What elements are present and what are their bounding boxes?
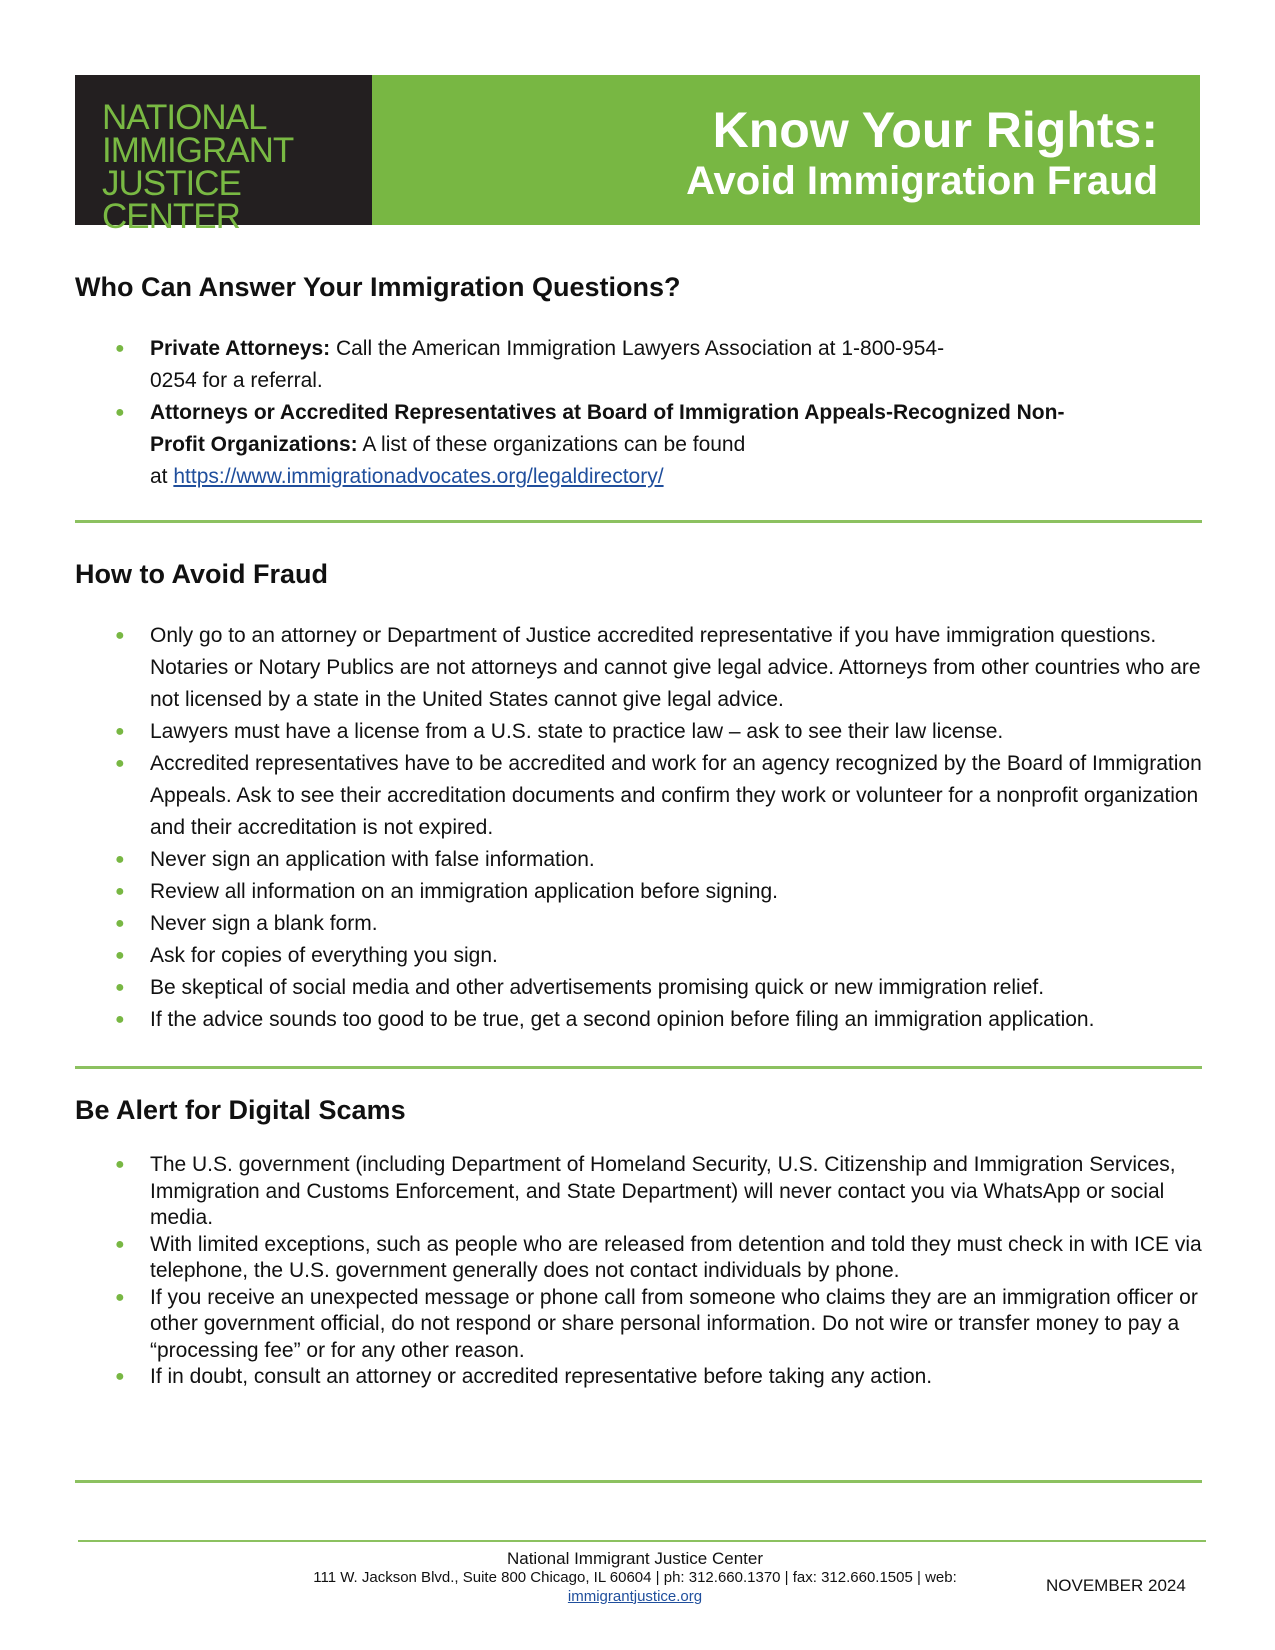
list-item — [110, 1152, 1205, 1232]
item-label: Private Attorneys: — [150, 337, 331, 360]
logo-text: NATIONAL IMMIGRANT JUSTICE CENTER — [102, 98, 294, 236]
item-text: Accredited representatives have to be accredited and work for an agency recognized by the Board of Immigration Appeals. Ask to see their accreditation documents and confirm they work or volunteer for a nonprofit organization and their accreditation is not expired. — [150, 752, 1202, 839]
list-item — [110, 1285, 1205, 1365]
list-item — [110, 397, 1205, 493]
section-title-avoid-fraud: How to Avoid Fraud — [75, 559, 328, 589]
item-text: Only go to an attorney or Department of Justice accredited representative if you have immigration questions. Notaries or Notary Publics are not attorneys and cannot give legal advice. Attorneys from other countries who are not licensed by a state in the United States cannot give legal advice. — [150, 624, 1201, 711]
list-item — [110, 908, 1205, 940]
footer-org-name: National Immigrant Justice Center — [506, 1549, 764, 1568]
footer-divider — [78, 1540, 1206, 1542]
legal-directory-link[interactable]: https://www.immigrationadvocates.org/legaldirectory/ — [173, 465, 664, 488]
section-divider — [75, 1066, 1202, 1069]
bullet-icon: ● — [115, 627, 125, 644]
list-item — [110, 748, 1205, 844]
footer — [240, 1549, 1030, 1606]
section-title-who-can-answer: Who Can Answer Your Immigration Questions? — [75, 272, 681, 302]
list-item — [110, 940, 1205, 972]
page-title: Know Your Rights: — [712, 102, 1158, 158]
item-label: Attorneys or Accredited Representatives at Board of Immigration Appeals-Recognized Non- — [150, 401, 1065, 424]
footer-website-link[interactable]: immigrantjustice.org — [567, 1588, 703, 1605]
bullet-icon: ● — [115, 1235, 125, 1253]
digital-scams-list — [110, 1152, 1205, 1391]
header-banner — [75, 75, 1200, 236]
item-text: Ask for copies of everything you sign. — [150, 944, 498, 967]
bullet-icon: ● — [115, 851, 125, 868]
list-item — [110, 1364, 1205, 1391]
list-item — [110, 1232, 1205, 1285]
bullet-icon: ● — [115, 755, 125, 772]
bullet-icon: ● — [115, 723, 125, 740]
avoid-fraud-list — [110, 620, 1205, 1036]
section-divider — [75, 520, 1202, 523]
section-title-digital-scams: Be Alert for Digital Scams — [75, 1095, 406, 1125]
bullet-icon: ● — [115, 340, 125, 357]
list-item — [110, 716, 1205, 748]
item-text: The U.S. government (including Department of Homeland Security, U.S. Citizenship and Immigration Services, Immigration and Customs Enforcement, and State Department) will never contact you via WhatsApp or social media. — [150, 1153, 1176, 1229]
bullet-icon: ● — [115, 883, 125, 900]
item-text: If the advice sounds too good to be true, get a second opinion before filing an immigration application. — [150, 1008, 1095, 1031]
footer-date: NOVEMBER 2024 — [1046, 1576, 1186, 1595]
who-can-answer-list — [110, 333, 1205, 493]
item-text: If you receive an unexpected message or phone call from someone who claims they are an immigration officer or other government official, do not respond or share personal information. Do not wire or transfer money to pay a “processing fee” or for any other reason. — [150, 1285, 1198, 1362]
logo — [75, 75, 372, 236]
list-item — [110, 620, 1205, 716]
page-subtitle: Avoid Immigration Fraud — [686, 159, 1158, 203]
list-item — [110, 972, 1205, 1004]
bullet-icon: ● — [115, 1011, 125, 1028]
item-label: Profit Organizations: — [150, 433, 358, 456]
bullet-icon: ● — [115, 1156, 125, 1173]
item-text: at — [150, 465, 174, 488]
bullet-icon: ● — [115, 947, 125, 964]
list-item — [110, 333, 1205, 397]
bullet-icon: ● — [115, 979, 125, 996]
bullet-icon: ● — [115, 404, 125, 421]
list-item — [110, 1004, 1205, 1036]
item-text: Call the American Immigration Lawyers Association at 1-800-954- — [330, 337, 945, 360]
bullet-icon: ● — [115, 1368, 125, 1385]
item-text: Never sign an application with false information. — [150, 848, 595, 871]
item-text: Lawyers must have a license from a U.S. state to practice law – ask to see their law license. — [150, 720, 1004, 743]
list-item — [110, 844, 1205, 876]
item-text: With limited exceptions, such as people who are released from detention and told they must check in with ICE via telephone, the U.S. government generally does not contact individuals by phone. — [150, 1232, 1202, 1282]
item-text: Be skeptical of social media and other advertisements promising quick or new immigration relief. — [150, 976, 1045, 999]
footer-contact: 111 W. Jackson Blvd., Suite 800 Chicago, IL 60604 | ph: 312.660.1370 | fax: 312.660.1505 | web: — [313, 1569, 957, 1586]
item-text: 0254 for a referral. — [150, 369, 323, 392]
item-text: Never sign a blank form. — [150, 912, 378, 935]
item-text: If in doubt, consult an attorney or accredited representative before taking any action. — [150, 1365, 933, 1388]
list-item — [110, 876, 1205, 908]
item-text: Review all information on an immigration application before signing. — [150, 880, 779, 903]
bullet-icon: ● — [115, 1288, 125, 1306]
section-divider — [75, 1480, 1202, 1483]
bullet-icon: ● — [115, 915, 125, 932]
title-block — [372, 75, 1200, 225]
item-text: A list of these organizations can be found — [357, 433, 746, 456]
